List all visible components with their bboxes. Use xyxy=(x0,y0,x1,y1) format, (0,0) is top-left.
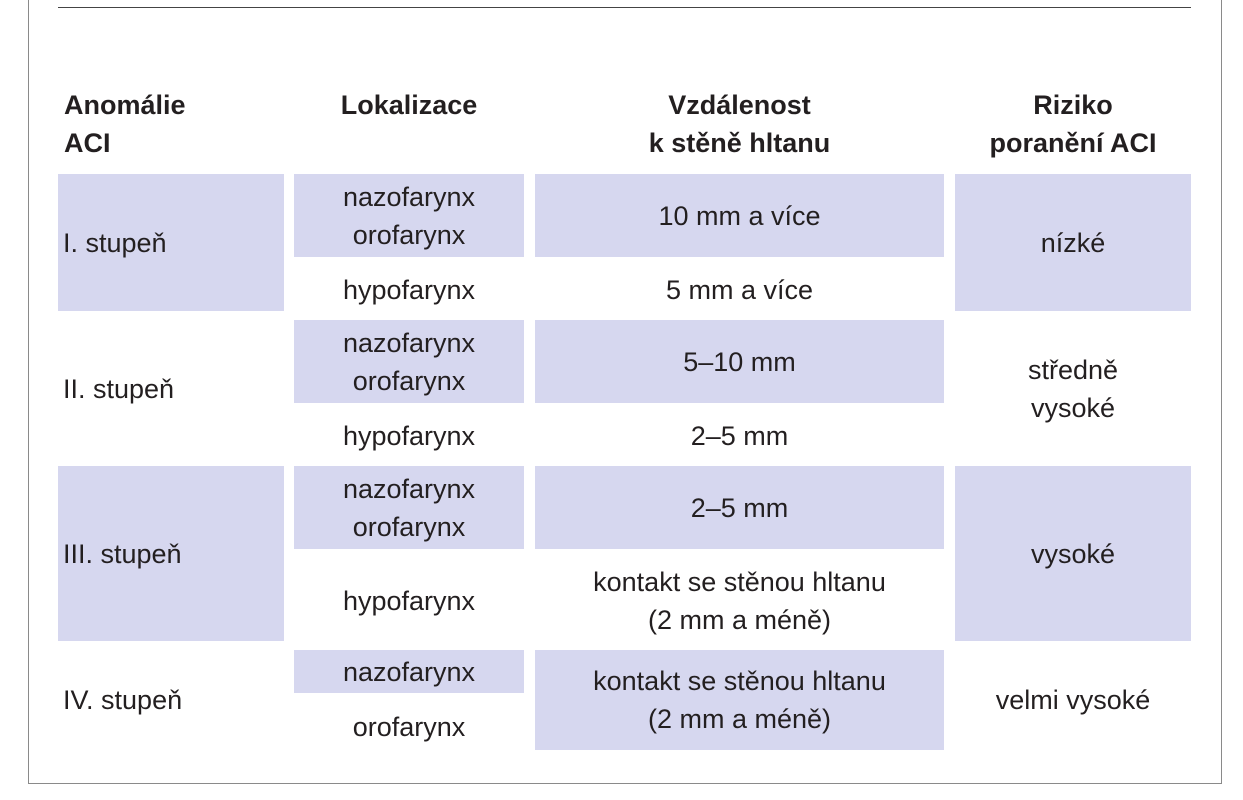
distance-line: 10 mm a více xyxy=(658,200,821,231)
grade-label: III. stupeň xyxy=(63,538,182,569)
distance-line: (2 mm a méně) xyxy=(647,604,832,635)
grade-cell xyxy=(58,174,284,311)
risk-cell xyxy=(955,320,1191,457)
location-cell xyxy=(294,650,524,693)
risk-cell xyxy=(955,174,1191,311)
location-line: nazofarynx xyxy=(342,327,476,358)
distance-line: 2–5 mm xyxy=(690,420,789,451)
distance-line: 2–5 mm xyxy=(690,492,789,523)
distance-line: 5 mm a více xyxy=(665,274,814,305)
distance-cell xyxy=(535,266,944,313)
risk-cell xyxy=(955,466,1191,641)
distance-line: 5–10 mm xyxy=(683,346,796,377)
distance-cell xyxy=(535,558,944,643)
location-cell xyxy=(294,466,524,549)
location-line: orofarynx xyxy=(352,219,466,250)
header-distance xyxy=(535,86,944,162)
header-risk-line2: poranění ACI xyxy=(989,128,1157,158)
location-line: orofarynx xyxy=(352,511,466,542)
distance-cell xyxy=(535,412,944,459)
grade-cell xyxy=(58,320,284,457)
location-cell xyxy=(294,558,524,643)
risk-line: velmi vysoké xyxy=(995,685,1151,715)
location-line: nazofarynx xyxy=(342,656,476,687)
header-location-line1: Lokalizace xyxy=(340,90,478,120)
grade-label: IV. stupeň xyxy=(63,685,183,715)
header-location xyxy=(294,86,524,124)
location-cell xyxy=(294,702,524,752)
header-risk-line1: Riziko xyxy=(1033,90,1113,120)
location-line: orofarynx xyxy=(352,712,466,742)
top-rule xyxy=(58,7,1191,8)
location-cell xyxy=(294,412,524,459)
location-line: hypofarynx xyxy=(342,585,476,616)
distance-cell xyxy=(535,466,944,549)
header-distance-line1: Vzdálenost xyxy=(668,90,811,120)
header-risk xyxy=(955,86,1191,162)
grade-label: II. stupeň xyxy=(63,373,175,404)
location-line: nazofarynx xyxy=(342,473,476,504)
location-line: hypofarynx xyxy=(342,420,476,451)
distance-cell xyxy=(535,174,944,257)
location-line: orofarynx xyxy=(352,365,466,396)
grade-cell xyxy=(58,650,284,750)
header-anomaly-line2: ACI xyxy=(64,128,111,158)
location-line: hypofarynx xyxy=(342,274,476,305)
grade-cell xyxy=(58,466,284,641)
risk-line: středně xyxy=(1027,354,1119,385)
location-cell xyxy=(294,320,524,403)
risk-line: nízké xyxy=(1040,227,1106,258)
distance-line: kontakt se stěnou hltanu xyxy=(593,666,886,696)
grade-label: I. stupeň xyxy=(63,227,167,258)
distance-cell xyxy=(535,650,944,750)
risk-cell xyxy=(955,650,1191,750)
header-anomaly xyxy=(64,86,284,162)
location-cell xyxy=(294,266,524,313)
distance-cell xyxy=(535,320,944,403)
risk-line: vysoké xyxy=(1030,392,1116,423)
location-cell xyxy=(294,174,524,257)
header-anomaly-line1: Anomálie xyxy=(64,90,186,120)
distance-line: (2 mm a méně) xyxy=(647,704,832,734)
header-distance-line2: k stěně hltanu xyxy=(648,128,831,158)
location-line: nazofarynx xyxy=(342,181,476,212)
risk-line: vysoké xyxy=(1030,538,1116,569)
distance-line: kontakt se stěnou hltanu xyxy=(593,566,886,597)
